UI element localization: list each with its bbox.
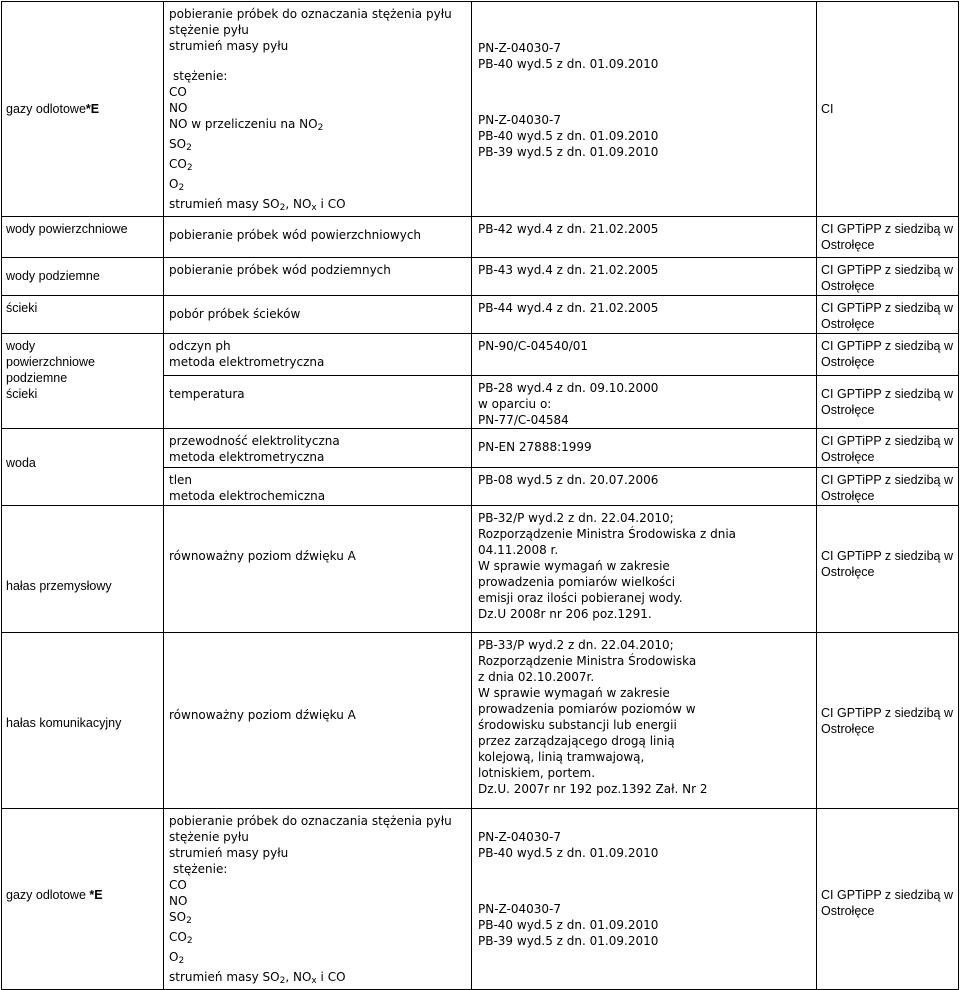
param-line: NO w przeliczeniu na $NO_2$ bbox=[169, 117, 324, 133]
method-line: lotniskiem, portem. bbox=[478, 766, 596, 780]
method-cell bbox=[472, 2, 817, 217]
method-cell bbox=[472, 809, 817, 990]
method-line: W sprawie wymagań w zakresie bbox=[478, 559, 670, 573]
param-line: równoważny poziom dźwięku A bbox=[169, 708, 356, 722]
lab-cell bbox=[817, 296, 959, 334]
lab-cell bbox=[817, 334, 959, 376]
table-row bbox=[2, 258, 959, 296]
method-line: w oparciu o: bbox=[478, 397, 552, 411]
lab-cell bbox=[817, 376, 959, 429]
method-line: PN-90/C-04540/01 bbox=[478, 339, 589, 353]
matrix-label: ścieki bbox=[6, 301, 38, 315]
param-line: pobór próbek ścieków bbox=[169, 307, 301, 321]
param-line: strumień masy pyłu bbox=[169, 39, 289, 53]
param-line: pobieranie próbek wód podziemnych bbox=[169, 263, 391, 277]
method-cell bbox=[472, 506, 817, 633]
lab-name: CI GPTiPP z siedzibą w Ostrołęce bbox=[821, 549, 953, 579]
lab-cell bbox=[817, 217, 959, 258]
parameter-cell bbox=[164, 296, 472, 334]
table-row bbox=[2, 506, 959, 633]
method-line: PN-Z-04030-7 bbox=[478, 830, 562, 844]
method-line: z dnia 02.10.2007r. bbox=[478, 670, 595, 684]
table-row bbox=[2, 429, 959, 468]
table-row bbox=[2, 217, 959, 258]
matrix-cell bbox=[2, 633, 164, 809]
method-line: PB-28 wyd.4 z dn. 09.10.2000 bbox=[478, 381, 659, 395]
param-line: tlen bbox=[169, 473, 193, 487]
method-line: przez zarządzającego drogą linią bbox=[478, 734, 675, 748]
param-line: temperatura bbox=[169, 387, 245, 401]
method-cell bbox=[472, 633, 817, 809]
method-line: prowadzenia pomiarów wielkości bbox=[478, 575, 676, 589]
method-line: PB-39 wyd.5 z dn. 01.09.2010 bbox=[478, 934, 659, 948]
matrix-cell bbox=[2, 334, 164, 429]
table-row bbox=[2, 334, 959, 376]
lab-cell bbox=[817, 468, 959, 506]
matrix-label: hałas przemysłowy bbox=[6, 579, 112, 593]
parameter-cell bbox=[164, 334, 472, 376]
lab-name: CI GPTiPP z siedzibą w Ostrołęce bbox=[821, 888, 953, 918]
method-line: PB-44 wyd.4 z dn. 21.02.2005 bbox=[478, 301, 659, 315]
param-line: $SO_2$ bbox=[169, 910, 192, 926]
param-line: stężenie pyłu bbox=[169, 23, 249, 37]
method-line: PB-40 wyd.5 z dn. 01.09.2010 bbox=[478, 57, 659, 71]
accreditation-mark: *E bbox=[85, 102, 100, 116]
lab-name: CI bbox=[821, 102, 834, 116]
method-line: PN-Z-04030-7 bbox=[478, 902, 562, 916]
param-line: $SO_2$ bbox=[169, 137, 192, 153]
matrix-label: ścieki bbox=[6, 387, 38, 401]
method-line: PN-Z-04030-7 bbox=[478, 41, 562, 55]
table-row bbox=[2, 296, 959, 334]
matrix-cell bbox=[2, 258, 164, 296]
method-cell bbox=[472, 258, 817, 296]
matrix-cell bbox=[2, 217, 164, 258]
matrix-label: gazy odlotowe bbox=[6, 102, 86, 116]
matrix-label: woda bbox=[6, 456, 36, 470]
param-line: równoważny poziom dźwięku A bbox=[169, 549, 356, 563]
matrix-label: hałas komunikacyjny bbox=[6, 716, 122, 730]
param-line: pobieranie próbek do oznaczania stężenia pyłu bbox=[169, 7, 452, 21]
lab-name: CI GPTiPP z siedzibą w Ostrołęce bbox=[821, 473, 953, 503]
parameter-cell bbox=[164, 809, 472, 990]
matrix-label: gazy odlotowe bbox=[6, 888, 86, 902]
method-line: PB-42 wyd.4 z dn. 21.02.2005 bbox=[478, 222, 659, 236]
param-line: metoda elektrometryczna bbox=[169, 450, 325, 464]
method-cell bbox=[472, 376, 817, 429]
parameter-cell bbox=[164, 506, 472, 633]
param-line: strumień masy $SO_2$, $NO_x$ i CO bbox=[169, 970, 346, 986]
scope-table bbox=[1, 1, 959, 990]
lab-cell bbox=[817, 2, 959, 217]
param-line: metoda elektrochemiczna bbox=[169, 489, 326, 503]
matrix-cell bbox=[2, 296, 164, 334]
matrix-cell bbox=[2, 2, 164, 217]
method-line: PB-32/P wyd.2 z dn. 22.04.2010; bbox=[478, 511, 674, 525]
parameter-cell bbox=[164, 258, 472, 296]
parameter-cell bbox=[164, 633, 472, 809]
parameter-cell bbox=[164, 468, 472, 506]
parameter-cell bbox=[164, 429, 472, 468]
lab-cell bbox=[817, 506, 959, 633]
param-line: stężenie pyłu bbox=[169, 830, 249, 844]
param-line: NO bbox=[169, 101, 188, 115]
param-line: $CO_2$ bbox=[169, 157, 193, 173]
table-row bbox=[2, 633, 959, 809]
method-line: Rozporządzenie Ministra Środowiska bbox=[478, 654, 697, 668]
matrix-label: podziemne bbox=[6, 371, 68, 385]
method-line: Dz.U 2008r nr 206 poz.1291. bbox=[478, 607, 652, 621]
param-line: przewodność elektrolityczna bbox=[169, 434, 340, 448]
accreditation-mark: *E bbox=[89, 888, 103, 902]
param-line: $CO_2$ bbox=[169, 930, 193, 946]
lab-name: CI GPTiPP z siedzibą w Ostrołęce bbox=[821, 387, 953, 417]
param-line: strumień masy pyłu bbox=[169, 846, 289, 860]
method-line: PB-43 wyd.4 z dn. 21.02.2005 bbox=[478, 263, 659, 277]
param-line: strumień masy $SO_2$, $NO_x$ i CO bbox=[169, 197, 346, 213]
parameter-cell bbox=[164, 376, 472, 429]
method-line: kolejową, linią tramwajową, bbox=[478, 750, 645, 764]
lab-name: CI GPTiPP z siedzibą w Ostrołęce bbox=[821, 301, 953, 331]
table-row bbox=[2, 809, 959, 990]
lab-name: CI GPTiPP z siedzibą w Ostrołęce bbox=[821, 222, 953, 252]
method-cell bbox=[472, 296, 817, 334]
method-line: prowadzenia pomiarów poziomów w bbox=[478, 702, 696, 716]
lab-name: CI GPTiPP z siedzibą w Ostrołęce bbox=[821, 706, 953, 736]
method-line: PN-EN 27888:1999 bbox=[478, 440, 592, 454]
matrix-cell bbox=[2, 809, 164, 990]
param-line: CO bbox=[169, 878, 187, 892]
method-cell bbox=[472, 334, 817, 376]
matrix-label: powierzchniowe bbox=[6, 355, 95, 369]
method-line: W sprawie wymagań w zakresie bbox=[478, 686, 670, 700]
method-cell bbox=[472, 429, 817, 468]
matrix-label: wody bbox=[6, 339, 36, 353]
method-line: PB-40 wyd.5 z dn. 01.09.2010 bbox=[478, 129, 659, 143]
param-line: $O_2$ bbox=[169, 177, 185, 193]
lab-name: CI GPTiPP z siedzibą w Ostrołęce bbox=[821, 339, 953, 369]
param-line: NO bbox=[169, 894, 188, 908]
method-line: PB-08 wyd.5 z dn. 20.07.2006 bbox=[478, 473, 659, 487]
matrix-cell bbox=[2, 429, 164, 506]
method-line: PN-Z-04030-7 bbox=[478, 113, 562, 127]
parameter-cell bbox=[164, 217, 472, 258]
method-line: 04.11.2008 r. bbox=[478, 543, 559, 557]
param-line: stężenie: bbox=[173, 862, 228, 876]
lab-cell bbox=[817, 633, 959, 809]
param-line: odczyn ph bbox=[169, 339, 231, 353]
param-line: stężenie: bbox=[173, 69, 228, 83]
method-line: PB-33/P wyd.2 z dn. 22.04.2010; bbox=[478, 638, 674, 652]
method-line: PN-77/C-04584 bbox=[478, 413, 569, 427]
lab-cell bbox=[817, 258, 959, 296]
lab-cell bbox=[817, 429, 959, 468]
matrix-cell bbox=[2, 506, 164, 633]
method-cell bbox=[472, 468, 817, 506]
lab-name: CI GPTiPP z siedzibą w Ostrołęce bbox=[821, 263, 953, 293]
method-line: środowisku substancji lub energii bbox=[478, 718, 677, 732]
param-line: CO bbox=[169, 85, 187, 99]
method-line: Dz.U. 2007r nr 192 poz.1392 Zał. Nr 2 bbox=[478, 782, 708, 796]
method-line: PB-40 wyd.5 z dn. 01.09.2010 bbox=[478, 846, 659, 860]
matrix-label: wody podziemne bbox=[6, 269, 100, 283]
lab-cell bbox=[817, 809, 959, 990]
method-cell bbox=[472, 217, 817, 258]
parameter-cell bbox=[164, 2, 472, 217]
method-line: Rozporządzenie Ministra Środowiska z dnia bbox=[478, 527, 737, 541]
lab-name: CI GPTiPP z siedzibą w Ostrołęce bbox=[821, 434, 953, 464]
param-line: pobieranie próbek wód powierzchniowych bbox=[169, 228, 422, 242]
matrix-label: wody powierzchniowe bbox=[6, 222, 128, 236]
param-line: pobieranie próbek do oznaczania stężenia pyłu bbox=[169, 814, 452, 828]
table-row bbox=[2, 2, 959, 217]
param-line: $O_2$ bbox=[169, 950, 185, 966]
param-line: metoda elektrometryczna bbox=[169, 355, 325, 369]
method-line: PB-40 wyd.5 z dn. 01.09.2010 bbox=[478, 918, 659, 932]
method-line: PB-39 wyd.5 z dn. 01.09.2010 bbox=[478, 145, 659, 159]
method-line: emisji oraz ilości pobieranej wody. bbox=[478, 591, 683, 605]
